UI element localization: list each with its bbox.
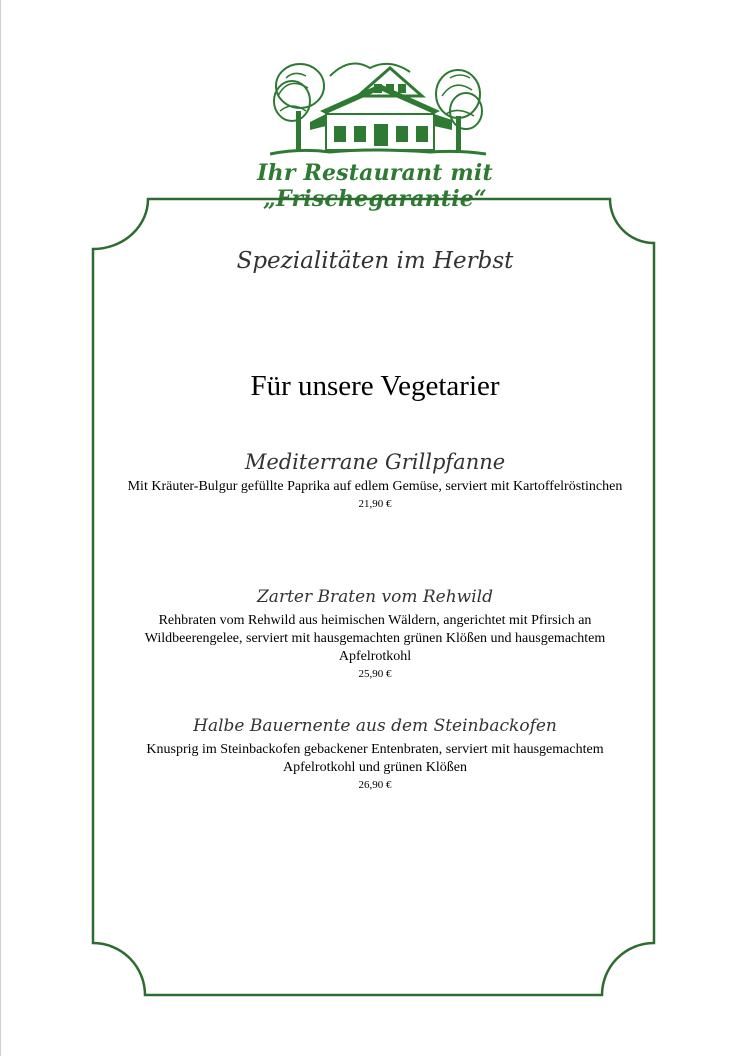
menu-heading: Für unsere Vegetarier <box>250 370 500 402</box>
dish-name: Zarter Braten vom Rehwild <box>257 587 493 607</box>
dish-name: Mediterrane Grillpfanne <box>244 450 506 474</box>
menu-subtitle: Spezialitäten im Herbst <box>236 248 514 274</box>
dish-item <box>100 450 650 511</box>
dish-name: Halbe Bauernente aus dem Steinbackofen <box>193 716 557 736</box>
dish-item <box>100 588 650 681</box>
dish-price: 25,90 € <box>358 667 392 680</box>
dish-description: Knusprig im Steinbackofen gebackener Entenbraten, serviert mit hausgemachtem Apfelrotkohl und grünen Klößen <box>146 741 604 775</box>
dish-description: Mit Kräuter-Bulgur gefüllte Paprika auf edlem Gemüse, serviert mit Kartoffelröstinchen <box>127 479 623 495</box>
restaurant-tagline: Ihr Restaurant mit „Frischegarantie“ <box>257 160 493 212</box>
dish-description: Rehbraten vom Rehwild aus heimischen Wäldern, angerichtet mit Pfirsich an Wildbeerengelee, serviert mit hausgemachten grünen Klößen und hausgemachtem Apfelrotkohl <box>144 612 606 664</box>
dish-price: 21,90 € <box>358 498 392 511</box>
dish-item <box>100 717 650 792</box>
dish-price: 26,90 € <box>358 778 392 791</box>
